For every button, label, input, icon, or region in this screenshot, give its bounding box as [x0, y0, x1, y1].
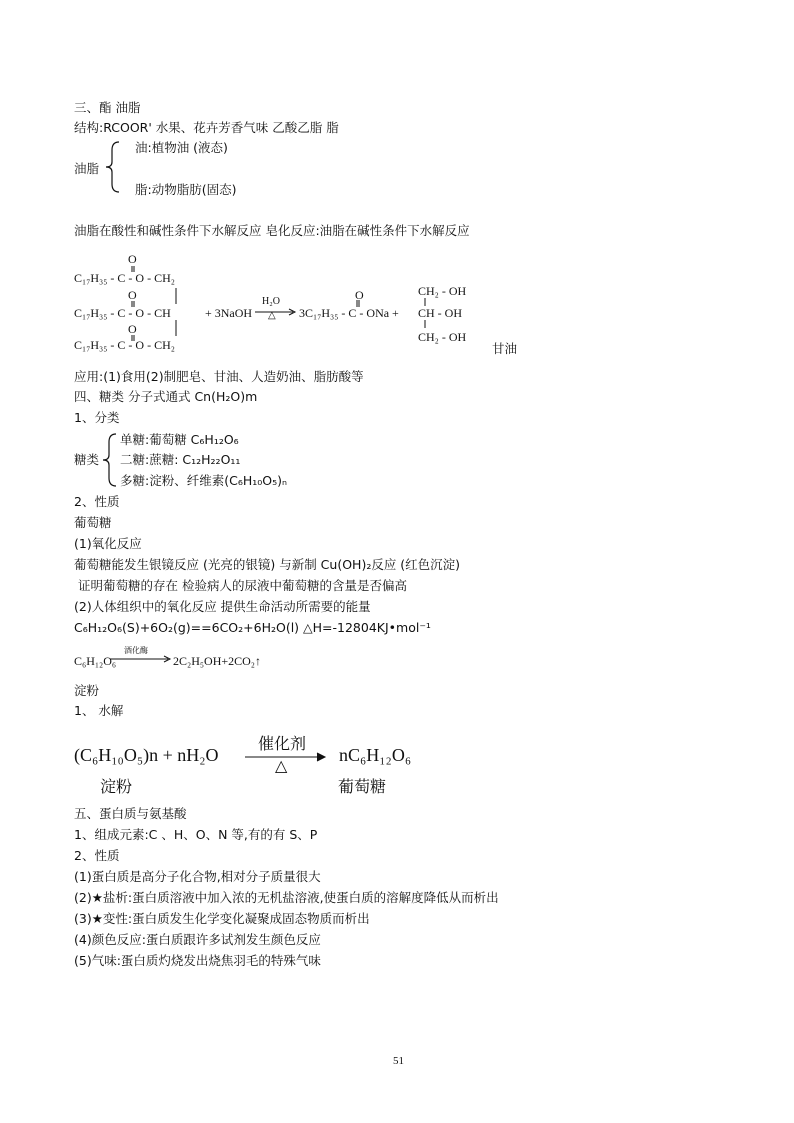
oil-item: 油:植物油 (液态): [135, 140, 228, 155]
link-1: - C - O -: [110, 271, 152, 285]
brace-fat: [103, 140, 121, 194]
triangle-condition: △: [268, 310, 276, 321]
ester-title: 三、酯 油脂: [74, 100, 141, 115]
glycerol-2: CH - OH: [418, 306, 462, 320]
starch-eq-left: (C₆H₁₀O₅)n + nH₂O: [74, 745, 219, 765]
body-oxidation: (2)人体组织中的氧化反应 提供生命活动所需要的能量: [74, 599, 371, 614]
c17-1: C₁₇H₃₅: [74, 271, 108, 285]
glycerol-1: CH₂ - OH: [418, 284, 467, 298]
hydrolysis-num: 1、 水解: [74, 703, 124, 718]
starch-heading: 淀粉: [74, 683, 100, 698]
glycerol-label: 甘油: [492, 341, 518, 356]
ch2-top: CH₂: [154, 271, 175, 285]
o-product: O: [355, 288, 364, 302]
naoh: + 3NaOH: [205, 306, 253, 320]
fermentation-right: 2C₂H₅OH+2CO₂↑: [173, 654, 261, 668]
starch-eq-right: nC₆H₁₂O₆: [339, 745, 412, 765]
page-number: 51: [393, 1055, 404, 1067]
glucose-name: 葡萄糖: [338, 777, 387, 796]
protein-title: 五、蛋白质与氨基酸: [74, 806, 187, 821]
sugar-label: 糖类: [74, 452, 100, 467]
catalyst: 催化剂: [258, 734, 307, 753]
fat-label: 油脂: [74, 161, 100, 176]
h2o-condition: H₂O: [262, 296, 280, 307]
application: 应用:(1)食用(2)制肥皂、甘油、人造奶油、脂肪酸等: [74, 369, 364, 384]
fermentation-cat: 酒化酶: [124, 646, 148, 655]
protein-p1: (1)蛋白质是高分子化合物,相对分子质量很大: [74, 869, 321, 884]
c17-3: C₁₇H₃₅: [74, 338, 108, 352]
o-bot: O: [128, 322, 137, 336]
ester-structure: 结构:RCOOR' 水果、花卉芳香气味 乙酸乙脂 脂: [74, 120, 339, 135]
brace-sugar: [100, 432, 118, 488]
fermentation-arrow: [110, 654, 172, 664]
ch-mid: CH: [154, 306, 171, 320]
sugar-title: 四、糖类 分子式通式 Cn(H₂O)m: [74, 389, 258, 404]
protein-p5: (5)气味:蛋白质灼烧发出烧焦羽毛的特殊气味: [74, 953, 321, 968]
glucose-heading: 葡萄糖: [74, 515, 112, 530]
glycerol-3: CH₂ - OH: [418, 330, 467, 344]
c17-2: C₁₇H₃₅: [74, 306, 108, 320]
protein-p4: (4)颜色反应:蛋白质跟许多试剂发生颜色反应: [74, 932, 321, 947]
hydrolysis-line: 油脂在酸性和碱性条件下水解反应 皂化反应:油脂在碱性条件下水解反应: [74, 223, 470, 238]
ch2-bot: CH₂: [154, 338, 175, 352]
link-2: - C - O -: [110, 306, 152, 320]
protein-p3: (3)★变性:蛋白质发生化学变化凝聚成固态物质而析出: [74, 911, 370, 926]
classification: 1、分类: [74, 410, 120, 425]
mono-sugar: 单糖:葡萄糖 C₆H₁₂O₆: [120, 432, 239, 447]
o-top: O: [128, 252, 137, 266]
combustion: C₆H₁₂O₆(S)+6O₂(g)==6CO₂+6H₂O(l) △H=-12804KJ•mol⁻¹: [74, 620, 431, 635]
properties: 2、性质: [74, 494, 120, 509]
properties-2: 2、性质: [74, 848, 120, 863]
starch-name: 淀粉: [100, 777, 133, 796]
reaction-arrow: [255, 308, 297, 324]
ester-bonds: [120, 262, 190, 342]
detect: 证明葡萄糖的存在 检验病人的尿液中葡萄糖的含量是否偏高: [78, 578, 407, 593]
fat-item: 脂:动物脂肪(固态): [135, 182, 237, 197]
o-mid: O: [128, 288, 137, 302]
silver-mirror: 葡萄糖能发生银镜反应 (光亮的银镜) 与新制 Cu(OH)₂反应 (红色沉淀): [74, 557, 461, 572]
protein-p2: (2)★盐析:蛋白质溶液中加入浓的无机盐溶液,使蛋白质的溶解度降低从而析出: [74, 890, 499, 905]
elements: 1、组成元素:C 、H、O、N 等,有的有 S、P: [74, 827, 318, 842]
fermentation-left: C₆H₁₂O₆: [74, 654, 117, 668]
glycerol-bonds: [420, 296, 430, 332]
heat-symbol: △: [275, 756, 288, 775]
oxidation: (1)氧化反应: [74, 536, 142, 551]
poly-sugar: 多糖:淀粉、纤维素(C₆H₁₀O₅)ₙ: [120, 473, 287, 488]
link-3: - C - O -: [110, 338, 152, 352]
di-sugar: 二糖:蔗糖: C₁₂H₂₂O₁₁: [120, 452, 241, 467]
product: 3C₁₇H₃₅ - C - ONa +: [299, 306, 399, 320]
